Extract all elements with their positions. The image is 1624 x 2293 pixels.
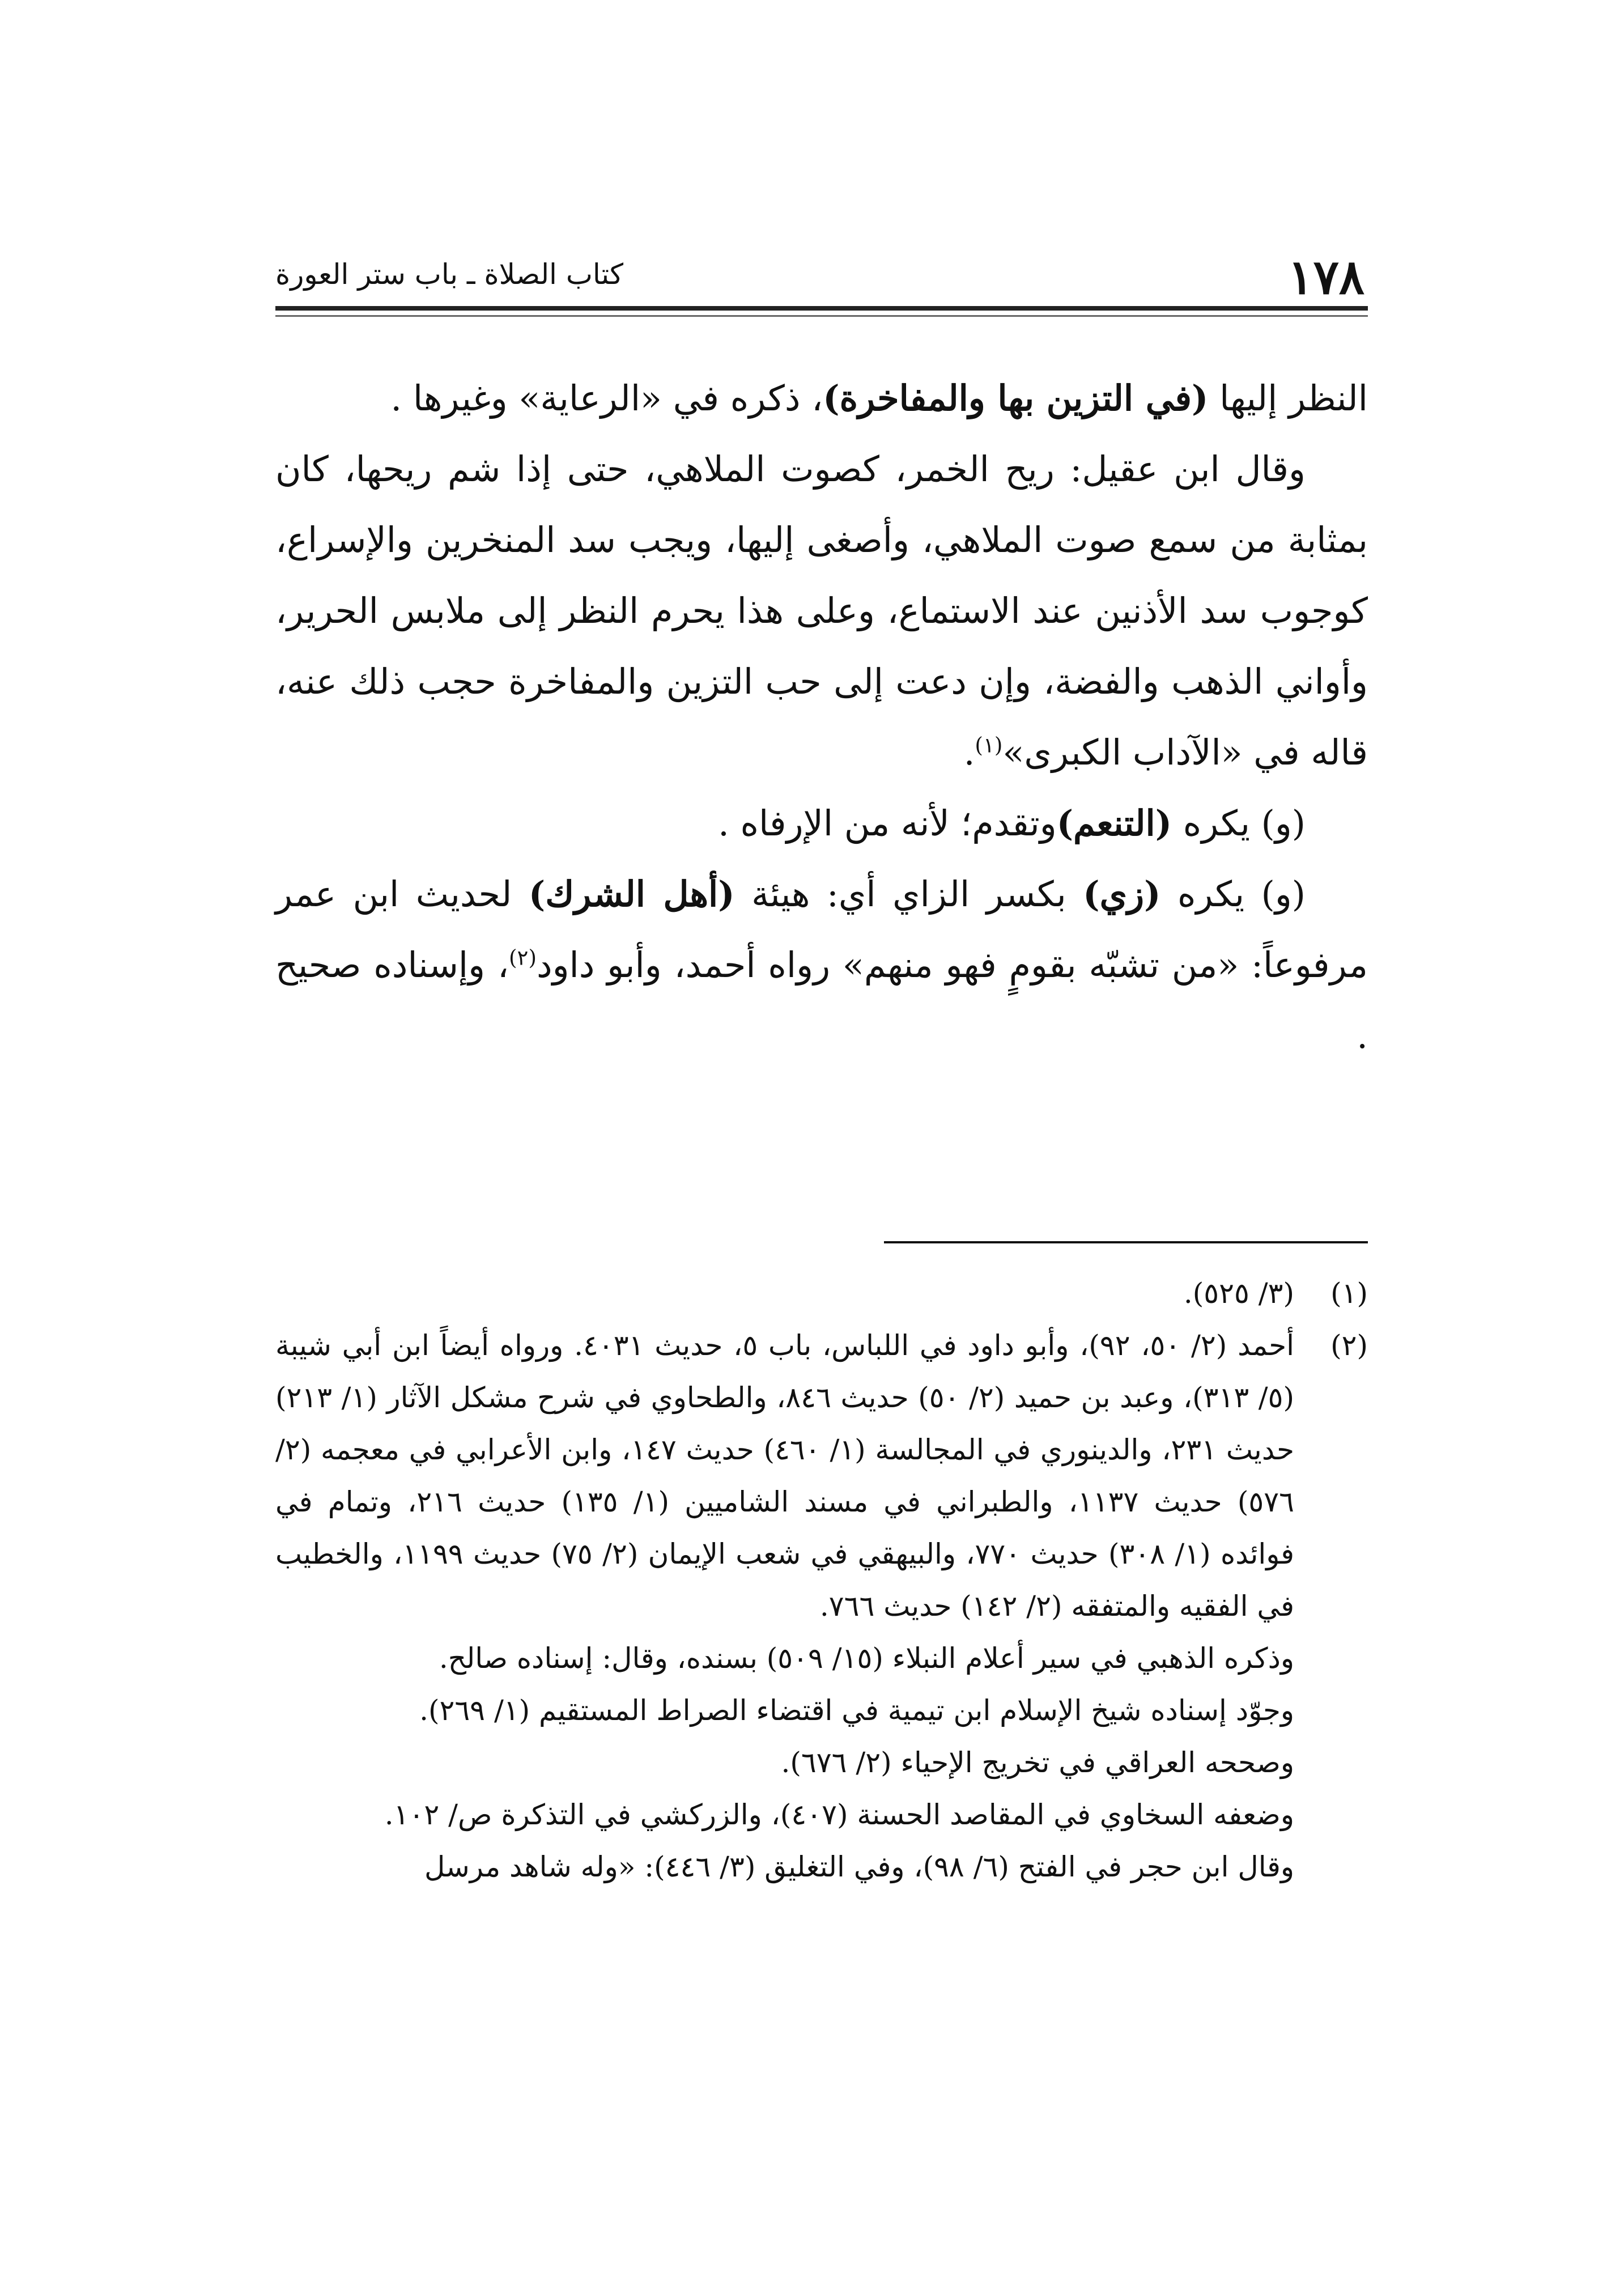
footnote-text: أحمد (٢/ ٥٠، ٩٢)، وأبو داود في اللباس، باب ٥، حديث ٤٠٣١. ورواه أيضاً ابن أبي شيبة (٥/ ٣١٣)، وعبد بن حميد (٢/ ٥٠) حديث ٨٤٦، والطحاوي في شرح مشكل الآثار (١/ ٢١٣) حديث ٢٣١، والدينوري في المجالسة (١/ ٤٦٠) حديث ١٤٧، وابن الأعرابي في معجمه (٢/ ٥٧٦) حديث ١١٣٧، والطبراني في مسند الشاميين (١/ ١٣٥) حديث ٢١٦، وتمام في فوائده (١/ ٣٠٨) حديث ٧٧٠، والبيهقي في شعب الإيمان (٢/ ٧٥) حديث ١١٩٩، والخطيب في الفقيه والمتفقه (٢/ ١٤٢) حديث ٧٦٦. (275, 1329, 1295, 1623)
footnote-1 (275, 1267, 1368, 1319)
footnote-line: وذكره الذهبي في سير أعلام النبلاء (١٥/ ٥٠٩) بسنده، وقال: إسناده صالح. (439, 1642, 1294, 1675)
paragraph-2: وقال ابن عقيل: ريح الخمر، كصوت الملاهي، حتى إذا شم ريحها، كان بمثابة من سمع صوت الملاهي، وأصغى إليها، ويجب سد المنخرين والإسراع، كوجوب سد الأذنين عند الاستماع، وعلى هذا يحرم النظر إلى ملابس الحرير، وأواني الذهب والفضة، وإن دعت إلى حب التزين والمفاخرة حجب ذلك عنه، قاله في «الآداب الكبرى»$^{(١)}$. (275, 448, 1368, 773)
footnote-ref-2: (٢) (508, 945, 537, 970)
footnote-line: وجوّد إسناده شيخ الإسلام ابن تيمية في اقتضاء الصراط المستقيم (١/ ٢٦٩). (419, 1694, 1294, 1727)
bold-phrase: (التنعم) (1056, 802, 1172, 844)
page-number: ١٧٨ (1287, 249, 1364, 305)
paragraph-1: النظر إليها (في التزين بها والمفاخرة)، ذكره في «الرعاية» وغيرها . (390, 377, 1368, 419)
bold-phrase: (زي) (1083, 873, 1161, 915)
footnote-line: وصححه العراقي في تخريج الإحياء (٢/ ٦٧٦). (781, 1746, 1294, 1779)
footnote-line: وقال ابن حجر في الفتح (٦/ ٩٨)، وفي التغليق (٣/ ٤٤٦): «وله شاهد مرسل (424, 1850, 1294, 1883)
footnote-text: (٣/ ٥٢٥). (1183, 1277, 1294, 1310)
paragraph-4: (و) يكره (زي) بكسر الزاي أي: هيئة (أهل الشرك) لحديث ابن عمر مرفوعاً: «من تشبّه بقومٍ فهو منهم» رواه أحمد، وأبو داود$^{(٢)}$، وإسناده صحيح . (275, 873, 1368, 1056)
bold-phrase: (أهل الشرك) (528, 873, 735, 915)
footnotes (275, 1267, 1368, 1893)
footnote-2-continuation (275, 1632, 1368, 1893)
footnote-ref-1: (١) (975, 732, 1003, 758)
footnote-number: (١) (1330, 1277, 1368, 1310)
paragraph-3: (و) يكره (التنعم)وتقدم؛ لأنه من الإرفاه . (718, 802, 1306, 844)
running-header (275, 249, 1368, 306)
header-rule-thin (275, 315, 1368, 317)
footnote-separator (884, 1241, 1368, 1243)
footnote-line: وضعفه السخاوي في المقاصد الحسنة (٤٠٧)، والزركشي في التذكرة ص/ ١٠٢. (384, 1798, 1294, 1831)
footnote-2 (275, 1319, 1368, 1632)
running-title: كتاب الصلاة ـ باب ستر العورة (275, 258, 624, 291)
bold-phrase: (في التزين بها والمفاخرة) (823, 377, 1209, 419)
main-text (275, 363, 1368, 1071)
footnote-number: (٢) (1330, 1329, 1368, 1362)
header-rule-thick (275, 306, 1368, 311)
